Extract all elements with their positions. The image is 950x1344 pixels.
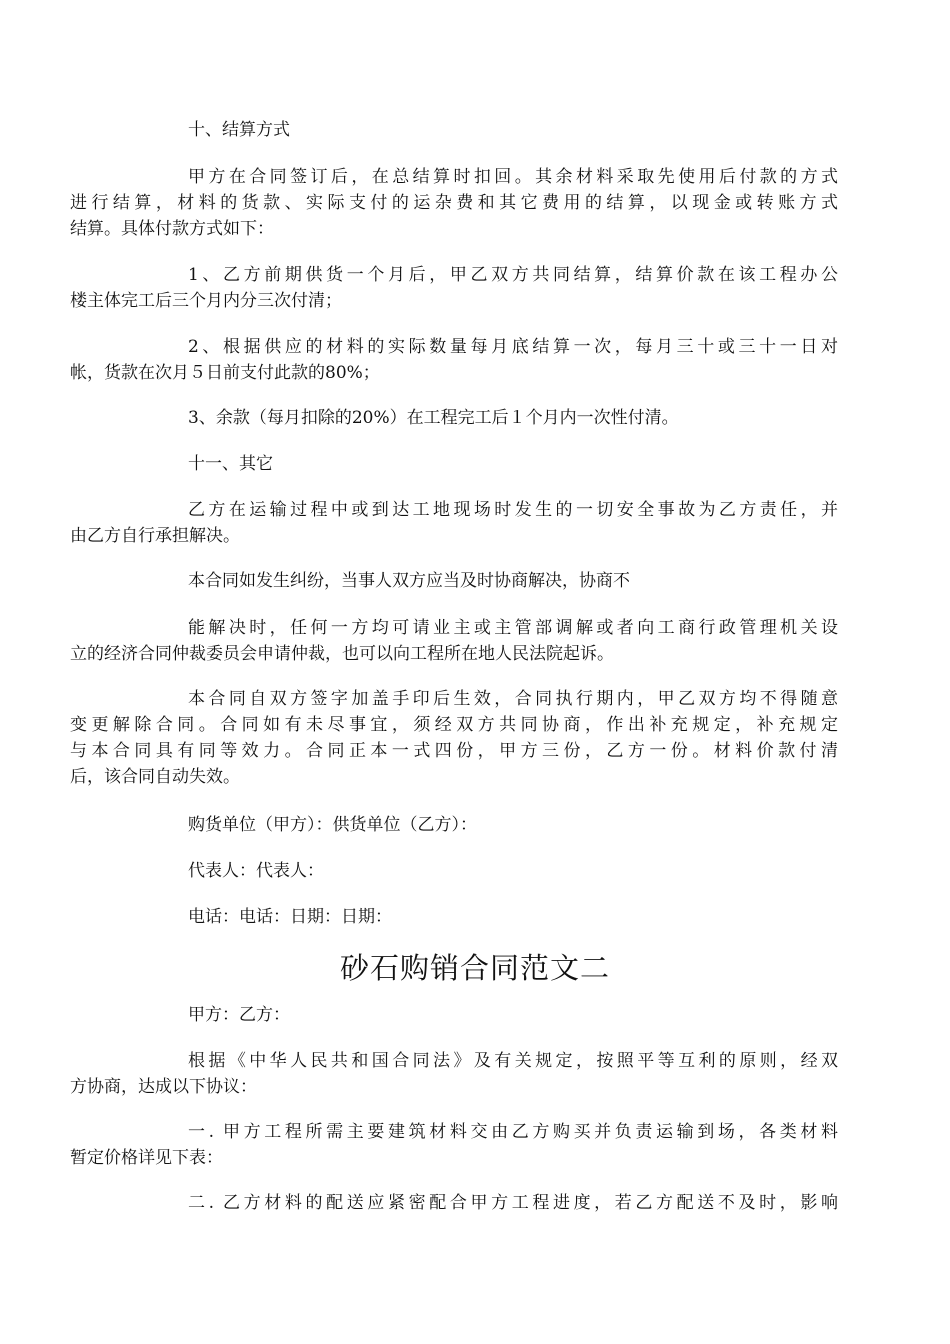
paragraph-line: 甲方在合同签订后，在总结算时扣回。其余材料采取先使用后付款的方式 (188, 167, 838, 187)
paragraph-line: 1、乙方前期供货一个月后，甲乙双方共同结算，结算价款在该工程办公 (188, 265, 838, 285)
contract-2-clause-2 (188, 1190, 838, 1216)
paragraph-line: 帐，货款在次月５日前支付此款的80%； (70, 363, 380, 383)
paragraph-line: 暂定价格详见下表： (70, 1148, 223, 1168)
paragraph-line: 立的经济合同仲裁委员会申请仲裁，也可以向工程所在地人民法院起诉。 (70, 644, 614, 664)
section-10-heading: 十、结算方式 (188, 120, 290, 140)
paragraph-line: 根据《中华人民共和国合同法》及有关规定，按照平等互利的原则，经双 (188, 1051, 838, 1071)
paragraph-line: 楼主体完工后三个月内分三次付清； (70, 291, 342, 311)
section-11-paragraph-3 (70, 615, 838, 667)
section-10-intro-paragraph (70, 164, 838, 242)
contract-2-preamble (70, 1048, 838, 1100)
paragraph-line: 二. 乙方材料的配送应紧密配合甲方工程进度，若乙方配送不及时，影响 (188, 1193, 838, 1213)
paragraph-line: 乙方在运输过程中或到达工地现场时发生的一切安全事故为乙方责任，并 (188, 500, 838, 520)
signature-representatives: 代表人：代表人： (188, 861, 324, 881)
paragraph-line: 方协商，达成以下协议： (70, 1077, 257, 1097)
signature-units: 购货单位（甲方）：供货单位（乙方）： (188, 815, 477, 835)
section-11-paragraph-4 (70, 686, 838, 790)
paragraph-line: 本合同自双方签字加盖手印后生效，合同执行期内，甲乙双方均不得随意 (188, 689, 838, 709)
section-11-paragraph-1 (70, 497, 838, 549)
section-11-heading: 十一、其它 (188, 454, 273, 474)
signature-contact-dates: 电话：电话：日期：日期： (188, 907, 392, 927)
paragraph-line: 变更解除合同。合同如有未尽事宜，须经双方共同协商，作出补充规定，补充规定 (70, 715, 838, 735)
paragraph-line: 2、根据供应的材料的实际数量每月底结算一次，每月三十或三十一日对 (188, 337, 838, 357)
contract-2-title: 砂石购销合同范文二 (339, 951, 610, 985)
payment-item-3: 3、余款（每月扣除的20%）在工程完工后１个月内一次性付清。 (188, 408, 679, 428)
paragraph-line: 与本合同具有同等效力。合同正本一式四份，甲方三份，乙方一份。材料价款付清 (70, 741, 838, 761)
paragraph-line: 进行结算，材料的货款、实际支付的运杂费和其它费用的结算，以现金或转账方式 (70, 193, 838, 213)
paragraph-line: 结算。具体付款方式如下： (70, 219, 274, 239)
paragraph-line: 由乙方自行承担解决。 (70, 526, 240, 546)
contract-2-clause-1 (70, 1119, 838, 1171)
contract-2-parties: 甲方：乙方： (188, 1005, 290, 1025)
paragraph-line: 一. 甲方工程所需主要建筑材料交由乙方购买并负责运输到场，各类材料 (188, 1122, 838, 1142)
paragraph-line: 能解决时，任何一方均可请业主或主管部调解或者向工商行政管理机关设 (188, 618, 838, 638)
paragraph-line: 后，该合同自动失效。 (70, 767, 240, 787)
section-11-paragraph-2: 本合同如发生纠纷，当事人双方应当及时协商解决，协商不 (188, 571, 630, 591)
payment-item-2 (70, 334, 838, 386)
payment-item-1 (70, 262, 838, 314)
